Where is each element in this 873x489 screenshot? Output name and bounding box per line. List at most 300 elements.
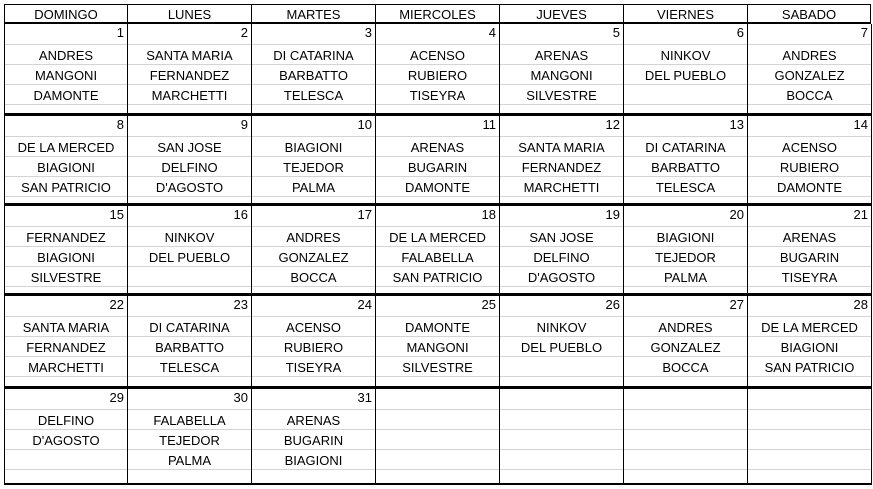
assignee-name: ANDRES — [286, 230, 341, 245]
assignee-name: DELFINO — [161, 160, 218, 175]
gridline — [624, 316, 747, 317]
gridline — [252, 136, 375, 137]
day-number: 2 — [240, 25, 248, 40]
gridline — [5, 104, 127, 105]
assignee-name: RUBIERO — [407, 68, 468, 83]
assignee-name: BIAGIONI — [284, 453, 343, 468]
day-cell[interactable] — [747, 387, 872, 485]
gridline — [500, 449, 623, 450]
gridline — [376, 376, 499, 377]
assignee-name: BIAGIONI — [656, 230, 715, 245]
day-number: 22 — [109, 297, 124, 312]
gridline — [5, 156, 127, 157]
gridline — [748, 226, 871, 227]
assignee-name: TELESCA — [655, 180, 716, 195]
gridline — [624, 449, 747, 450]
gridline — [128, 376, 251, 377]
gridline — [500, 376, 623, 377]
gridline — [500, 64, 623, 65]
assignee-name: FERNANDEZ — [26, 340, 106, 355]
assignee-name: TISEYRA — [409, 88, 466, 103]
gridline — [624, 336, 747, 337]
gridline — [624, 376, 747, 377]
assignee-name: BARBATTO — [155, 340, 224, 355]
day-cell[interactable] — [623, 387, 748, 485]
gridline — [252, 356, 375, 357]
gridline — [748, 136, 871, 137]
assignee-name: SANTA MARIA — [518, 140, 605, 155]
day-number: 20 — [729, 207, 744, 222]
day-cell[interactable] — [127, 387, 252, 485]
gridline — [500, 266, 623, 267]
gridline — [376, 64, 499, 65]
gridline — [376, 156, 499, 157]
gridline — [5, 196, 127, 197]
gridline — [500, 156, 623, 157]
gridline — [748, 176, 871, 177]
assignee-name: SILVESTRE — [526, 88, 597, 103]
assignee-name: NINKOV — [660, 48, 711, 63]
gridline — [252, 44, 375, 45]
assignee-name: DEL PUEBLO — [148, 250, 231, 265]
day-number: 17 — [357, 207, 372, 222]
day-number: 14 — [853, 117, 868, 132]
assignee-name: TISEYRA — [285, 360, 342, 375]
gridline — [5, 84, 127, 85]
gridline — [500, 226, 623, 227]
gridline — [128, 104, 251, 105]
weekday-header: LUNES — [127, 4, 251, 24]
day-cell[interactable] — [375, 387, 500, 485]
assignee-name: BUGARIN — [779, 250, 840, 265]
assignee-name: DE LA MERCED — [761, 320, 858, 335]
day-cell[interactable] — [127, 24, 252, 115]
gridline — [128, 266, 251, 267]
gridline — [128, 196, 251, 197]
gridline — [624, 226, 747, 227]
gridline — [376, 226, 499, 227]
gridline — [252, 156, 375, 157]
gridline — [5, 469, 127, 470]
gridline — [624, 64, 747, 65]
day-cell[interactable] — [251, 24, 376, 115]
day-number: 9 — [240, 117, 248, 132]
gridline — [376, 196, 499, 197]
gridline — [252, 104, 375, 105]
gridline — [748, 469, 871, 470]
assignee-name: BARBATTO — [651, 160, 720, 175]
gridline — [252, 286, 375, 287]
gridline — [252, 64, 375, 65]
assignee-name: RUBIERO — [779, 160, 840, 175]
assignee-name: D'AGOSTO — [32, 433, 100, 448]
assignee-name: GONZALEZ — [650, 340, 721, 355]
gridline — [624, 286, 747, 287]
assignee-name: MARCHETTI — [523, 180, 600, 195]
day-number: 16 — [233, 207, 248, 222]
gridline — [748, 356, 871, 357]
assignee-name: DI CATARINA — [645, 140, 726, 155]
gridline — [252, 469, 375, 470]
assignee-name: SAN PATRICIO — [764, 360, 855, 375]
assignee-name: SAN PATRICIO — [392, 270, 483, 285]
day-number: 3 — [364, 25, 372, 40]
gridline — [500, 286, 623, 287]
gridline — [128, 429, 251, 430]
weekday-header: JUEVES — [499, 4, 623, 24]
day-cell[interactable] — [499, 387, 624, 485]
assignee-name: FERNANDEZ — [521, 160, 602, 175]
assignee-name: MANGONI — [406, 340, 469, 355]
assignee-name: NINKOV — [536, 320, 587, 335]
day-number: 19 — [605, 207, 620, 222]
assignee-name: SILVESTRE — [402, 360, 473, 375]
gridline — [252, 336, 375, 337]
day-cell[interactable] — [375, 114, 500, 205]
gridline — [748, 316, 871, 317]
day-number: 6 — [736, 25, 744, 40]
day-cell[interactable] — [251, 114, 376, 205]
gridline — [624, 104, 747, 105]
assignee-name: GONZALEZ — [774, 68, 845, 83]
gridline — [5, 356, 127, 357]
gridline — [376, 44, 499, 45]
gridline — [252, 176, 375, 177]
gridline — [128, 136, 251, 137]
assignee-name: D'AGOSTO — [155, 180, 224, 195]
gridline — [128, 409, 251, 410]
assignee-name: DAMONTE — [33, 88, 99, 103]
gridline — [252, 316, 375, 317]
day-cell[interactable] — [251, 387, 376, 485]
day-number: 8 — [116, 117, 124, 132]
assignee-name: PALMA — [663, 270, 708, 285]
gridline — [500, 104, 623, 105]
gridline — [252, 409, 375, 410]
gridline — [500, 176, 623, 177]
gridline — [376, 469, 499, 470]
assignee-name: TEJEDOR — [159, 433, 220, 448]
day-number: 27 — [729, 297, 744, 312]
day-number: 15 — [109, 207, 124, 222]
assignee-name: BIAGIONI — [37, 250, 95, 265]
gridline — [5, 266, 127, 267]
gridline — [748, 156, 871, 157]
gridline — [376, 104, 499, 105]
day-number: 12 — [605, 117, 620, 132]
assignee-name: BOCCA — [786, 88, 833, 103]
gridline — [376, 336, 499, 337]
assignee-name: PALMA — [167, 453, 212, 468]
assignee-name: BOCCA — [290, 270, 337, 285]
weekday-header: MIERCOLES — [375, 4, 499, 24]
day-cell[interactable] — [375, 24, 500, 115]
assignee-name: TELESCA — [159, 360, 220, 375]
day-number: 28 — [853, 297, 868, 312]
gridline — [624, 409, 747, 410]
assignee-name: DEL PUEBLO — [644, 68, 727, 83]
assignee-name: DAMONTE — [777, 180, 842, 195]
gridline — [252, 246, 375, 247]
assignee-name: MANGONI — [34, 68, 98, 83]
gridline — [376, 449, 499, 450]
weekday-header: VIERNES — [623, 4, 747, 24]
day-cell[interactable] — [251, 294, 376, 388]
day-number: 21 — [853, 207, 868, 222]
day-number: 24 — [357, 297, 372, 312]
gridline — [624, 176, 747, 177]
day-cell[interactable] — [499, 204, 624, 295]
gridline — [748, 64, 871, 65]
day-number: 13 — [729, 117, 744, 132]
assignee-name: FALABELLA — [153, 413, 226, 428]
assignee-name: ACENSO — [286, 320, 341, 335]
gridline — [376, 409, 499, 410]
assignee-name: ARENAS — [286, 413, 341, 428]
gridline — [376, 316, 499, 317]
gridline — [5, 449, 127, 450]
gridline — [376, 429, 499, 430]
gridline — [500, 246, 623, 247]
gridline — [5, 286, 127, 287]
gridline — [5, 409, 127, 410]
gridline — [128, 449, 251, 450]
gridline — [748, 286, 871, 287]
day-cell[interactable] — [127, 294, 252, 388]
day-cell[interactable] — [747, 204, 872, 295]
day-cell[interactable] — [4, 204, 128, 295]
assignee-name: D'AGOSTO — [527, 270, 596, 285]
gridline — [128, 64, 251, 65]
gridline — [624, 266, 747, 267]
gridline — [748, 104, 871, 105]
gridline — [376, 356, 499, 357]
gridline — [5, 136, 127, 137]
assignee-name: BIAGIONI — [284, 140, 343, 155]
assignee-name: FALABELLA — [401, 250, 474, 265]
gridline — [624, 196, 747, 197]
gridline — [128, 336, 251, 337]
assignee-name: SAN PATRICIO — [21, 180, 111, 195]
assignee-name: SANTA MARIA — [22, 320, 110, 335]
day-cell[interactable] — [375, 204, 500, 295]
day-number: 25 — [481, 297, 496, 312]
gridline — [252, 449, 375, 450]
gridline — [5, 316, 127, 317]
assignee-name: BARBATTO — [279, 68, 348, 83]
gridline — [252, 266, 375, 267]
gridline — [500, 136, 623, 137]
day-cell[interactable] — [4, 114, 128, 205]
assignee-name: ARENAS — [410, 140, 465, 155]
gridline — [624, 429, 747, 430]
day-cell[interactable] — [4, 24, 128, 115]
assignee-name: DAMONTE — [405, 320, 470, 335]
gridline — [624, 44, 747, 45]
day-number: 7 — [860, 25, 868, 40]
assignee-name: SILVESTRE — [30, 270, 102, 285]
gridline — [500, 356, 623, 357]
gridline — [748, 84, 871, 85]
day-number: 11 — [482, 117, 496, 132]
gridline — [500, 469, 623, 470]
day-number: 10 — [357, 117, 372, 132]
day-cell[interactable] — [623, 204, 748, 295]
assignee-name: MARCHETTI — [28, 360, 104, 375]
gridline — [128, 44, 251, 45]
gridline — [5, 376, 127, 377]
gridline — [748, 246, 871, 247]
assignee-name: GONZALEZ — [278, 250, 349, 265]
assignee-name: BIAGIONI — [37, 160, 95, 175]
assignee-name: DI CATARINA — [273, 48, 354, 63]
gridline — [500, 316, 623, 317]
day-number: 29 — [109, 390, 124, 405]
gridline — [500, 196, 623, 197]
day-cell[interactable] — [623, 294, 748, 388]
assignee-name: FERNANDEZ — [26, 230, 106, 245]
gridline — [5, 64, 127, 65]
gridline — [252, 84, 375, 85]
assignee-name: BOCCA — [662, 360, 709, 375]
assignee-name: DE LA MERCED — [17, 140, 115, 155]
weekday-header: DOMINGO — [4, 4, 127, 24]
gridline — [624, 156, 747, 157]
day-cell[interactable] — [375, 294, 500, 388]
day-cell[interactable] — [499, 24, 624, 115]
day-number: 30 — [233, 390, 248, 405]
day-cell[interactable] — [499, 294, 624, 388]
assignee-name: DEL PUEBLO — [520, 340, 603, 355]
assignee-name: ARENAS — [782, 230, 837, 245]
gridline — [748, 449, 871, 450]
day-number: 1 — [116, 25, 124, 40]
assignee-name: ACENSO — [782, 140, 837, 155]
assignee-name: NINKOV — [164, 230, 215, 245]
gridline — [624, 469, 747, 470]
assignee-name: PALMA — [291, 180, 336, 195]
gridline — [500, 84, 623, 85]
gridline — [748, 376, 871, 377]
gridline — [252, 196, 375, 197]
day-number: 5 — [612, 25, 620, 40]
assignee-name: TISEYRA — [781, 270, 838, 285]
assignee-name: FERNANDEZ — [149, 68, 230, 83]
gridline — [624, 84, 747, 85]
day-cell[interactable] — [127, 114, 252, 205]
assignee-name: RUBIERO — [283, 340, 344, 355]
day-cell[interactable] — [251, 204, 376, 295]
gridline — [128, 176, 251, 177]
day-cell[interactable] — [127, 204, 252, 295]
assignee-name: ANDRES — [658, 320, 713, 335]
gridline — [624, 246, 747, 247]
assignee-name: DI CATARINA — [149, 320, 230, 335]
assignee-name: BUGARIN — [407, 160, 468, 175]
assignee-name: MANGONI — [530, 68, 593, 83]
gridline — [748, 336, 871, 337]
assignee-name: DAMONTE — [405, 180, 470, 195]
gridline — [252, 376, 375, 377]
gridline — [748, 196, 871, 197]
gridline — [748, 409, 871, 410]
assignee-name: DE LA MERCED — [389, 230, 486, 245]
assignee-name: SANTA MARIA — [146, 48, 233, 63]
day-number: 31 — [357, 390, 372, 405]
gridline — [500, 336, 623, 337]
gridline — [5, 226, 127, 227]
assignee-name: SAN JOSE — [157, 140, 222, 155]
day-cell[interactable] — [4, 387, 128, 485]
gridline — [376, 286, 499, 287]
gridline — [128, 226, 251, 227]
gridline — [624, 356, 747, 357]
assignee-name: ANDRES — [38, 48, 94, 63]
assignee-name: MARCHETTI — [151, 88, 228, 103]
day-cell[interactable] — [499, 114, 624, 205]
gridline — [5, 246, 127, 247]
gridline — [5, 336, 127, 337]
assignee-name: ANDRES — [782, 48, 837, 63]
gridline — [5, 429, 127, 430]
day-cell[interactable] — [623, 24, 748, 115]
day-cell[interactable] — [4, 294, 128, 388]
gridline — [748, 429, 871, 430]
assignee-name: DELFINO — [37, 413, 95, 428]
gridline — [128, 469, 251, 470]
gridline — [748, 266, 871, 267]
assignee-name: TEJEDOR — [283, 160, 344, 175]
gridline — [252, 226, 375, 227]
assignee-name: BUGARIN — [283, 433, 344, 448]
gridline — [5, 176, 127, 177]
assignee-name: SAN JOSE — [529, 230, 594, 245]
day-number: 18 — [481, 207, 496, 222]
gridline — [128, 84, 251, 85]
gridline — [500, 409, 623, 410]
gridline — [500, 44, 623, 45]
day-number: 23 — [233, 297, 248, 312]
gridline — [624, 136, 747, 137]
day-cell[interactable] — [623, 114, 748, 205]
assignee-name: ARENAS — [534, 48, 589, 63]
day-number: 4 — [488, 25, 496, 40]
gridline — [128, 316, 251, 317]
day-cell[interactable] — [747, 24, 872, 115]
assignee-name: TEJEDOR — [655, 250, 716, 265]
day-cell[interactable] — [747, 114, 872, 205]
weekday-header: SABADO — [747, 4, 871, 24]
gridline — [128, 356, 251, 357]
gridline — [376, 246, 499, 247]
assignee-name: DELFINO — [533, 250, 590, 265]
gridline — [376, 176, 499, 177]
gridline — [500, 429, 623, 430]
assignee-name: ACENSO — [410, 48, 465, 63]
gridline — [5, 44, 127, 45]
gridline — [252, 429, 375, 430]
weekday-header: MARTES — [251, 4, 375, 24]
gridline — [748, 44, 871, 45]
gridline — [376, 266, 499, 267]
day-cell[interactable] — [747, 294, 872, 388]
gridline — [376, 136, 499, 137]
gridline — [376, 84, 499, 85]
assignee-name: TELESCA — [283, 88, 344, 103]
gridline — [128, 156, 251, 157]
gridline — [128, 246, 251, 247]
assignee-name: BIAGIONI — [780, 340, 839, 355]
